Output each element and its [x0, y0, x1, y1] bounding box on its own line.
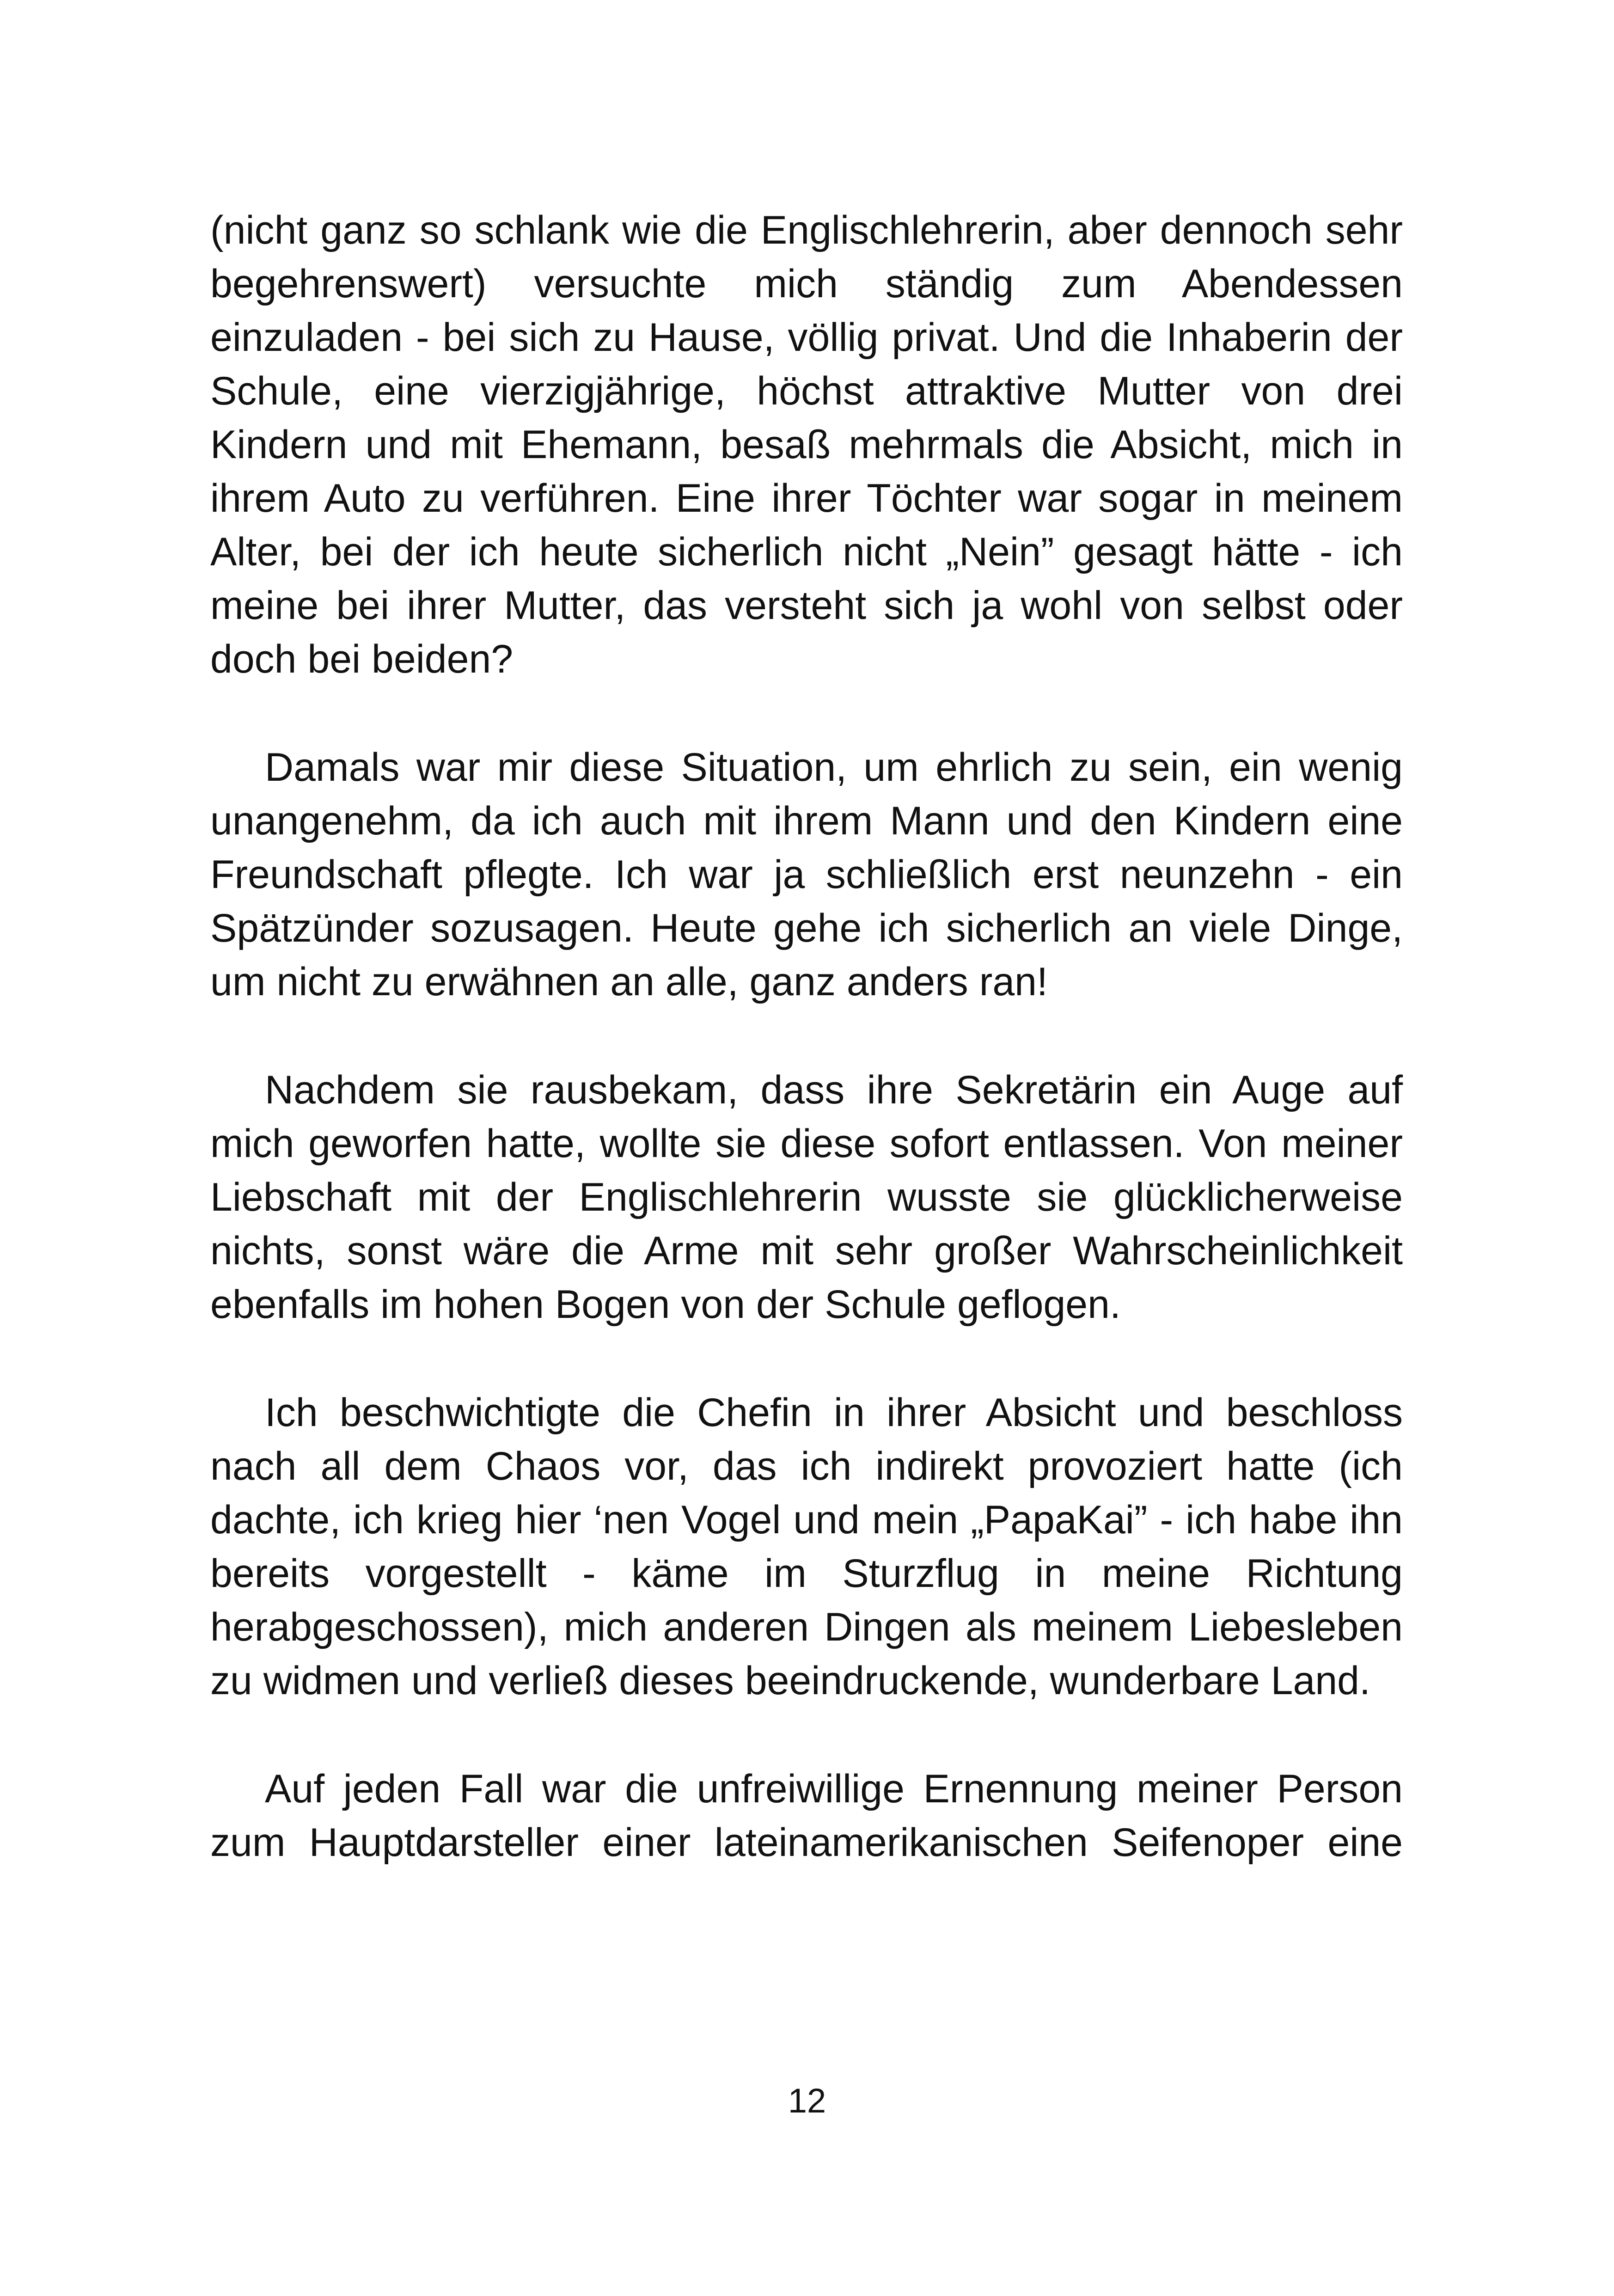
paragraph-4: Ich beschwichtigte die Chefin in ihrer Absicht und beschloss nach all dem Chaos vor, das ich indirekt provoziert hatte (ich dachte, ich krieg hier ‘nen Vogel und mein „PapaKai” - ich habe ihn bereits vorgestellt - käme im Sturzflug in meine Richtung herabgeschossen), mich anderen Dingen als meinem Liebesleben zu widmen und verließ dieses beeindruckende, wunderbare Land.: [210, 1390, 1403, 1703]
paragraph-3: Nachdem sie rausbekam, dass ihre Sekretärin ein Auge auf mich geworfen hatte, wollte sie diese sofort entlassen. Von meiner Liebschaft mit der Englischlehrerin wusste sie glücklicherweise nichts, sonst wäre die Arme mit sehr großer Wahrscheinlichkeit ebenfalls im hohen Bogen von der Schule geflogen.: [210, 1068, 1403, 1327]
paragraph-2: Damals war mir diese Situation, um ehrlich zu sein, ein wenig unangenehm, da ich auch mit ihrem Mann und den Kindern eine Freundschaft pflegte. Ich war ja schließlich erst neunzehn - ein Spätzünder sozusagen. Heute gehe ich sicherlich an viele Dinge, um nicht zu erwähnen an alle, ganz anders ran!: [210, 745, 1403, 1004]
paragraph-1: (nicht ganz so schlank wie die Englischlehrerin, aber dennoch sehr begehrenswert) versuchte mich ständig zum Abendessen einzuladen - bei sich zu Hause, völlig privat. Und die Inhaberin der Schule, eine vierzigjährige, höchst attraktive Mutter von drei Kindern und mit Ehemann, besaß mehrmals die Absicht, mich in ihrem Auto zu verführen. Eine ihrer Töchter war sogar in meinem Alter, bei der ich heute sicherlich nicht „Nein” gesagt hätte - ich meine bei ihrer Mutter, das versteht sich ja wohl von selbst oder doch bei beiden?: [210, 208, 1403, 681]
page-number: 12: [788, 2082, 826, 2120]
paragraph-5: Auf jeden Fall war die unfreiwillige Ernennung meiner Person zum Hauptdarsteller einer lateinamerikanischen Seifenoper eine: [210, 1767, 1403, 1865]
body-text: [210, 203, 1403, 1869]
